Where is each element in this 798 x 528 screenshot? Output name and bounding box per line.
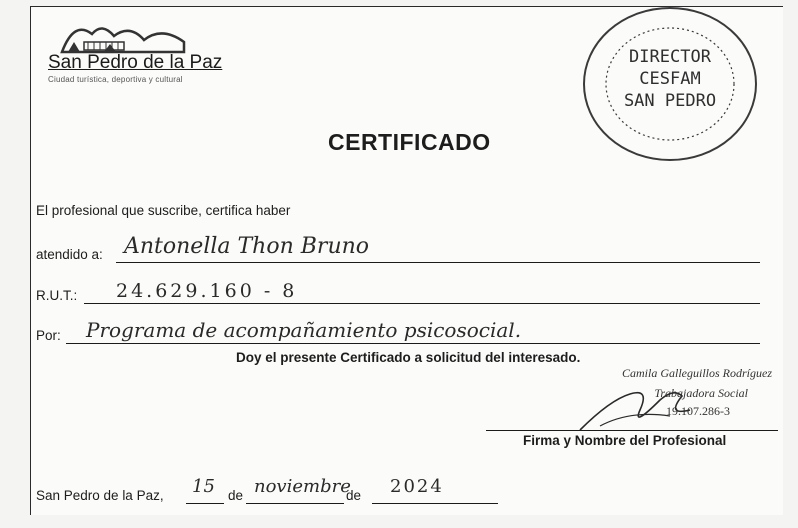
month-line — [246, 503, 344, 504]
date-de-2: de — [346, 488, 362, 503]
year-line — [372, 503, 498, 504]
signer-role: Trabajadora Social — [654, 386, 748, 400]
day-line — [186, 503, 224, 504]
intro-text: El profesional que suscribe, certifica haber — [36, 203, 291, 218]
stamp-line-1: DIRECTOR — [629, 47, 711, 67]
date-place: San Pedro de la Paz, — [36, 488, 164, 503]
date-de-1: de — [228, 488, 244, 503]
municipality-tagline: Ciudad turística, deportiva y cultural — [48, 75, 183, 84]
municipality-name: San Pedro de la Paz — [48, 52, 223, 73]
date-year: 2024 — [390, 476, 444, 497]
rut-line — [84, 303, 760, 304]
director-stamp — [572, 2, 762, 170]
signer-name: Camila Galleguillos Rodríguez — [622, 366, 772, 380]
attended-label: atendido a: — [36, 247, 103, 262]
declaration-text: Doy el presente Certificado a solicitud del interesado. — [236, 350, 581, 365]
por-line — [66, 343, 760, 344]
signature-line — [486, 430, 778, 431]
rut-value: 24.629.160 - 8 — [116, 280, 298, 302]
date-day: 15 — [192, 476, 215, 497]
handwritten-signature — [570, 380, 700, 440]
attended-value: Antonella Thon Bruno — [124, 234, 370, 259]
date-month: noviembre — [254, 476, 351, 497]
por-label: Por: — [36, 328, 61, 343]
attended-line — [116, 262, 760, 263]
stamp-line-3: SAN PEDRO — [623, 91, 717, 111]
rut-label: R.U.T.: — [36, 288, 78, 303]
document-title: CERTIFICADO — [328, 129, 491, 155]
stamp-line-2: CESFAM — [639, 69, 701, 89]
signer-id: 19.107.286-3 — [666, 404, 730, 418]
por-value: Programa de acompañamiento psicosocial. — [86, 318, 522, 342]
signature-caption: Firma y Nombre del Profesional — [523, 433, 727, 448]
